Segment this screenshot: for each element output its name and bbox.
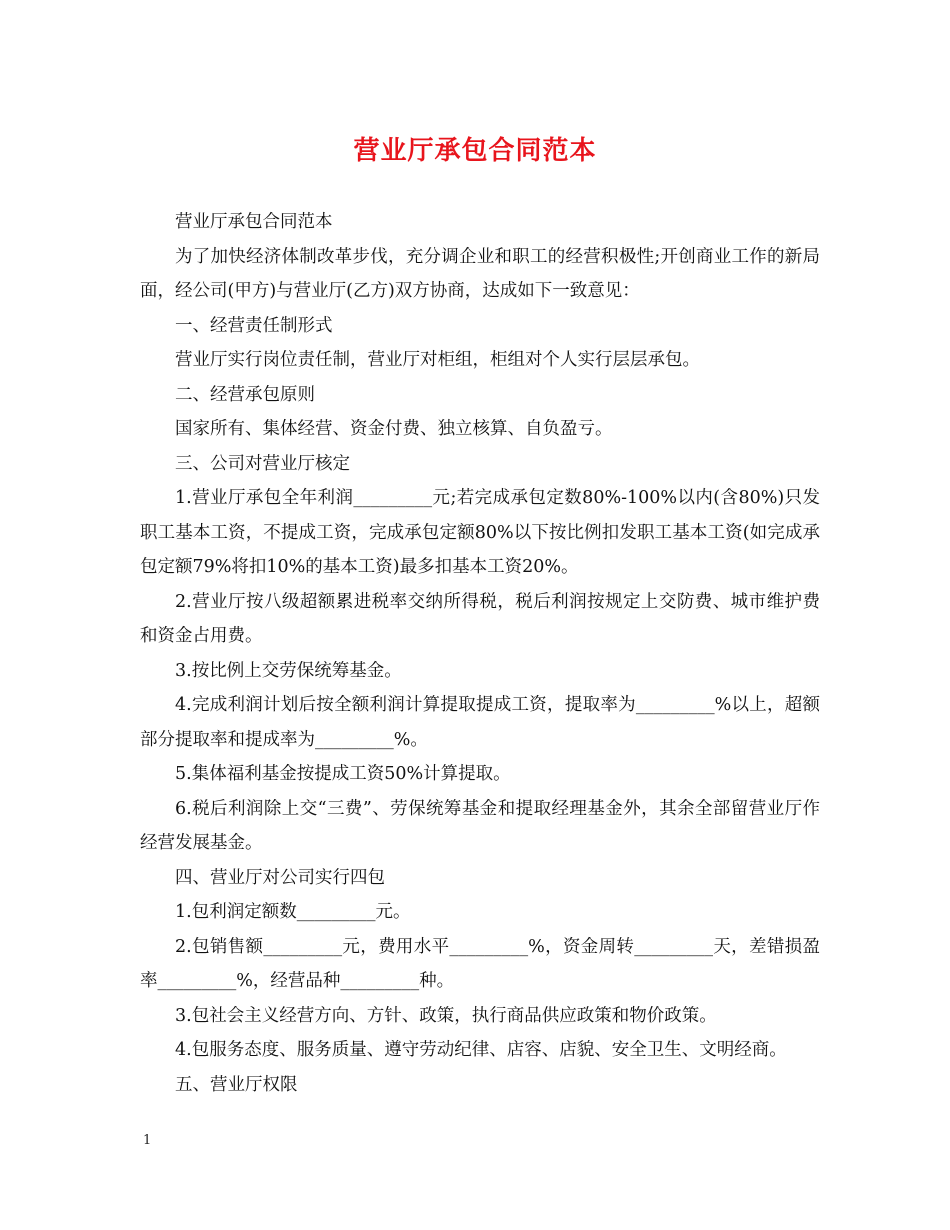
document-title: 营业厅承包合同范本 bbox=[353, 136, 597, 166]
section-heading-5: 五、营业厅权限 bbox=[175, 1074, 298, 1095]
clause-item: 6.税后利润除上交“三费”、劳保统筹基金和提取经理基金外，其余全部留营业厅作经营发展基金。 bbox=[140, 798, 820, 853]
section-heading-3: 三、公司对营业厅核定 bbox=[175, 453, 350, 474]
paragraph: 国家所有、集体经营、资金付费、独立核算、自负盈亏。 bbox=[175, 419, 613, 439]
clause-item: 1.包利润定额数_________元。 bbox=[175, 902, 411, 922]
clause-item: 1.营业厅承包全年利润_________元;若完成承包定数80%-100%以内(含80%)只发职工基本工资，不提成工资，完成承包定额80%以下按比例扣发职工基本工资(如完成承包定额79%将扣10%的基本工资)最多扣基本工资20%。 bbox=[140, 488, 820, 577]
paragraph: 营业厅实行岗位责任制，营业厅对柜组，柜组对个人实行层层承包。 bbox=[175, 350, 700, 370]
section-heading-2: 二、经营承包原则 bbox=[175, 384, 315, 405]
clause-item: 3.包社会主义经营方向、方针、政策，执行商品供应政策和物价政策。 bbox=[175, 1005, 717, 1026]
clause-item: 4.包服务态度、服务质量、遵守劳动纪律、店容、店貌、安全卫生、文明经商。 bbox=[175, 1040, 787, 1060]
page-number: 1 bbox=[143, 1133, 152, 1148]
clause-item: 2.包销售额_________元，费用水平_________%，资金周转_________天，差错损盈率_________%，经营品种_________种。 bbox=[140, 936, 820, 991]
document-body bbox=[140, 205, 820, 1102]
clause-item: 3.按比例上交劳保统筹基金。 bbox=[175, 660, 402, 681]
paragraph-heading-repeat: 营业厅承包合同范本 bbox=[175, 212, 333, 232]
clause-item: 4.完成利润计划后按全额利润计算提取提成工资，提取率为_________%以上，超额部分提取率和提成率为_________%。 bbox=[140, 695, 820, 750]
section-heading-4: 四、营业厅对公司实行四包 bbox=[175, 867, 385, 888]
clause-item: 5.集体福利基金按提成工资50%计算提取。 bbox=[175, 764, 511, 784]
paragraph-intro: 为了加快经济体制改革步伐，充分调企业和职工的经营积极性;开创商业工作的新局面，经公司(甲方)与营业厅(乙方)双方协商，达成如下一致意见： bbox=[140, 246, 820, 301]
clause-item: 2.营业厅按八级超额累进税率交纳所得税，税后利润按规定上交防费、城市维护费和资金占用费。 bbox=[140, 591, 820, 646]
section-heading-1: 一、经营责任制形式 bbox=[175, 315, 333, 336]
